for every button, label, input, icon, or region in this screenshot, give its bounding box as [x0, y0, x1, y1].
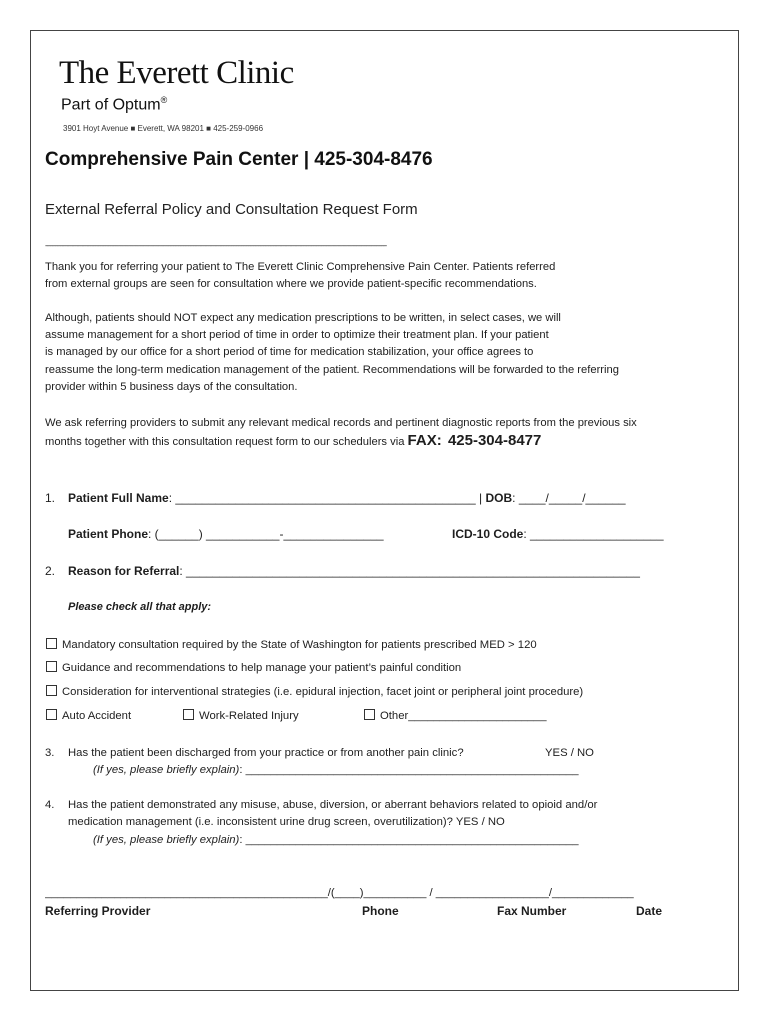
intro-paragraph-2: Although, patients should NOT expect any medication prescriptions to be written, in select cases, we will assume management for a short period of time in order to optimize their treatment plan. If your patient is managed by our office for a short period of time for medication stabilization, your office agrees to reassume the long-term medication management of the patient. Recommendations will be forwarded to the referring provider within 5 business days of the consultation.	[45, 312, 619, 393]
checkbox[interactable]	[46, 661, 57, 672]
other-field[interactable]: ______________________	[408, 710, 547, 722]
option-other[interactable]: Other______________________	[364, 709, 547, 722]
checkbox[interactable]	[46, 638, 57, 649]
phone-label: Phone	[362, 904, 399, 918]
q3-yes-no[interactable]: YES / NO	[545, 747, 594, 759]
fax-label: FAX:	[407, 432, 442, 450]
option-mandatory-consultation[interactable]: Mandatory consultation required by the State of Washington for patients prescribed MED > 120	[46, 638, 537, 651]
option-auto-accident[interactable]: Auto Accident	[46, 709, 131, 722]
option-interventional[interactable]: Consideration for interventional strategies (i.e. epidural injection, facet joint or peripheral joint procedure)	[46, 685, 583, 698]
patient-name-row: Patient Full Name: _____________________________________________ | DOB: ____/_____/______	[68, 491, 626, 505]
clinic-address: 3901 Hoyt Avenue ■ Everett, WA 98201 ■ 425-259-0966	[63, 124, 264, 133]
q4-explain-row: (If yes, please briefly explain): _____________________________________________________	[93, 834, 579, 846]
page-title: Comprehensive Pain Center | 425-304-8476	[45, 149, 433, 170]
checkbox[interactable]	[46, 709, 57, 720]
check-all-instruction: Please check all that apply:	[68, 601, 212, 613]
q3-explain-field[interactable]: : _____________________________________________________	[239, 764, 579, 776]
intro-paragraph-1: Thank you for referring your patient to The Everett Clinic Comprehensive Pain Center. Patients referred from external groups are seen for consultation where we provide patient-specific recommendations.	[45, 261, 556, 291]
intro-paragraph-3: We ask referring providers to submit any relevant medical records and pertinent diagnostic reports from the previous six months together with this consultation request form to our schedulers via FAX: 425-304-8477	[45, 417, 637, 450]
patient-phone-row: Patient Phone: (______) ___________-_______________	[68, 527, 384, 541]
q3-text: Has the patient been discharged from your practice or from another pain clinic?	[68, 747, 464, 759]
clinic-logo-name: The Everett Clinic	[59, 55, 294, 91]
q2-number: 2.	[45, 564, 56, 578]
icd10-row: ICD-10 Code: ____________________	[452, 527, 664, 541]
q4-number: 4.	[45, 799, 55, 811]
patient-phone-field[interactable]: : (______) ___________-_______________	[148, 527, 384, 541]
referring-provider-label: Referring Provider	[45, 904, 151, 918]
dob-field[interactable]: : ____/_____/______	[512, 491, 626, 505]
reason-row: Reason for Referral: ____________________________________________________________________	[68, 564, 640, 578]
option-work-related-injury[interactable]: Work-Related Injury	[183, 709, 299, 722]
option-guidance[interactable]: Guidance and recommendations to help manage your patient’s painful condition	[46, 661, 461, 674]
clinic-logo-subtitle: Part of Optum®	[61, 95, 168, 114]
fax-number: 425-304-8477	[447, 432, 542, 450]
q3-explain-row: (If yes, please briefly explain): _____________________________________________________	[93, 764, 579, 776]
icd10-field[interactable]: : ____________________	[523, 527, 664, 541]
q4-text-line-2: medication management (i.e. inconsistent urine drug screen, overutilization)? YES / NO	[68, 816, 505, 828]
reason-field[interactable]: : ____________________________________________________________________	[179, 564, 640, 578]
checkbox[interactable]	[364, 709, 375, 720]
checkbox[interactable]	[183, 709, 194, 720]
form-subtitle: External Referral Policy and Consultation Request Form	[45, 201, 418, 218]
form-page	[30, 30, 739, 991]
patient-name-field[interactable]: : _____________________________________________ |	[168, 491, 483, 505]
q4-explain-field[interactable]: : _____________________________________________________	[239, 834, 579, 846]
date-label: Date	[636, 904, 663, 918]
signature-line[interactable]: _____________________________________________/(____)__________ / __________________/_____________	[45, 887, 634, 899]
q1-number: 1.	[45, 491, 56, 505]
fax-number-label: Fax Number	[497, 904, 567, 918]
checkbox[interactable]	[46, 685, 57, 696]
divider: -------------------------------------------------------------------------------------------------------------------------------------------------------------------------------------------------------------	[45, 241, 387, 250]
q4-text-line-1: Has the patient demonstrated any misuse, abuse, diversion, or aberrant behaviors related to opioid and/or	[68, 799, 598, 811]
q3-number: 3.	[45, 747, 55, 759]
